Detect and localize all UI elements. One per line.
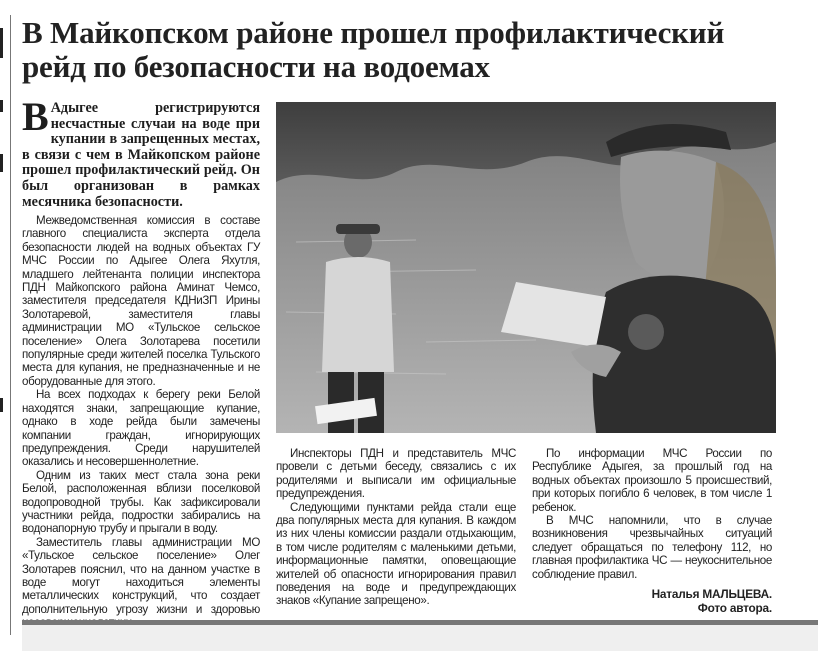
neighbor-column-edge: [0, 0, 9, 651]
photo-credit: Фото автора.: [697, 601, 772, 616]
neighbor-column-bar: [0, 154, 3, 172]
body-column-1: [22, 214, 260, 630]
bottom-band: [22, 625, 818, 651]
headline: [22, 16, 822, 84]
body-paragraph: На всех подходах к берегу реки Белой находятся знаки, запрещающие купание, однако в ходе рейда были замечены компании граждан, игнорирующих предупреждения. Среди нарушителей оказались и несовершеннолетние.: [22, 388, 260, 469]
lead-paragraph: [22, 94, 260, 210]
neighbor-column-bar: [0, 398, 3, 412]
river-scene-illustration: [276, 102, 776, 433]
body-paragraph: Межведомственная комиссия в составе главного специалиста эксперта отдела безопасности людей на водных объектах ГУ МЧС России по Адыгее Олега Яхутля, младшего лейтенанта полиции инспектора ПДН Майкопского района Аминат Чемсо, заместителя председателя КДНиЗП Ирины Золотаревой, заместителя главы администрации МО «Тульское сельское поселение» Олега Золотарева посетили популярные среди жителей поселка Тульского места для купания, не предназначенные и не оборудованные для этого.: [22, 214, 260, 388]
body-paragraph: По информации МЧС России по Республике Адыгея, за прошлый год на водных объектах произошло 5 происшествий, при которых погибло 6 человек, в том числе 1 ребенок.: [532, 447, 772, 514]
byline: [532, 587, 772, 615]
lead-text: Адыгее регистрируются несчастные случаи на воде при купании в запрещенных местах, в связи с чем в Майкопском районе прошел профилактический рейд. Он был организован в рамках месячника безопасности.: [22, 100, 260, 210]
neighbor-column-bar: [0, 100, 3, 112]
article-photo: [276, 102, 776, 433]
column-divider: [10, 15, 11, 635]
body-paragraph: Следующими пунктами рейда стали еще два популярных места для купания. В каждом из них члены комиссии раздали отдыхающим, в том числе родителям с маленькими детьми, информационные памятки, оповещающие жителей об опасности игнорирования правил поведения на воде и предупреждающих знаков «Купание запрещено».: [276, 500, 516, 608]
body-paragraph: Одним из таких мест стала зона реки Белой, расположенная вблизи поселковой водопроводной трубы. Как зафиксировали участники рейда, подростки забирались на водонапорную трубу и прыгали в воду.: [22, 468, 260, 536]
body-paragraph: Инспекторы ПДН и представитель МЧС провели с детьми беседу, связались с их родителями и выписали им официальные предупреждения.: [276, 447, 516, 501]
neighbor-column-bar: [0, 28, 3, 58]
body-paragraph: Заместитель главы администрации МО «Тульское сельское поселение» Олег Золотарев пояснил, что на данном участке в воде могут находиться элементы металлических конструкций, что создает дополнительную угрозу жизни и здоровью: [22, 535, 260, 616]
headline-line-1: В Майкопском районе прошел профилактический: [22, 15, 725, 50]
body-column-3: [532, 447, 772, 615]
body-column-2: [276, 447, 516, 608]
drop-cap: В: [22, 94, 49, 139]
author-name: Наталья МАЛЬЦЕВА.: [651, 587, 772, 602]
headline-line-2: рейд по безопасности на водоемах: [22, 49, 490, 84]
body-paragraph: В МЧС напомнили, что в случае возникновения чрезвычайных ситуаций следует обращаться по телефону 112, но главная профилактика ЧС — неукоснительное соблюдение правил.: [532, 514, 772, 581]
